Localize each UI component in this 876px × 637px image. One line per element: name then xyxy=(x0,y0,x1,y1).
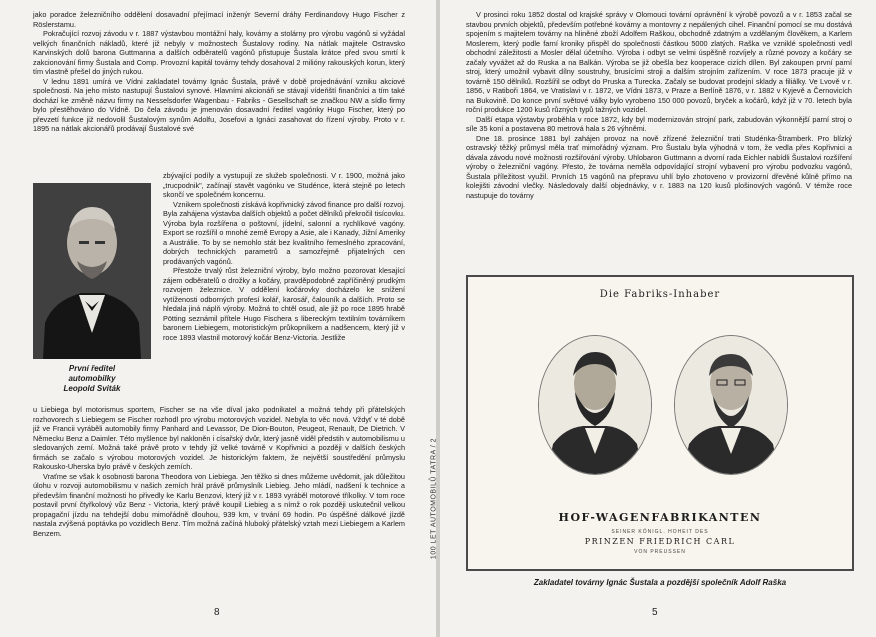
portrait-oval-right xyxy=(674,335,788,475)
caption-line: První ředitel xyxy=(68,364,116,373)
portrait-illustration xyxy=(33,183,151,359)
paragraph: V lednu 1891 umírá ve Vídni zakladatel továrny Ignác Šustala, právě v době projednávání vzniku akciové společnosti. Na jeho místo nastupují Šustalovi synové. Hlavními akcionáři se stávají vídeňští finančníci a tím také dochází ke změně názvu firmy na Nesselsdorfer Wagenbau - Fabriks - Gesellschaft se značkou NW a sídlo firmy bylo přestěhováno do Vídně. Do čela závodu je jmenován dosavadní ředitel vagónky Hugo Fischer, který po převzetí funkce již nedovolil Šustalovým synům Adolfu, Josefovi a Ignáci zasahovat do řízení výroby. Proto v r. 1895 na nátlak akcionářů prodávají Šustalové své xyxy=(33,76,405,133)
founder-portrait-right xyxy=(675,336,787,474)
engraving-subtitle: SEINER KÖNIGL. HOHEIT DES xyxy=(611,529,709,535)
left-text-bottom xyxy=(33,405,405,538)
engraving-title: Die Fabriks-Inhaber xyxy=(599,289,721,300)
paragraph: Dne 18. prosince 1881 byl zahájen provoz na nově zřízené železniční trati Studénka-Štramberk. Pro blízký ostravský těžký průmysl měla trať mimořádný význam. Pro Šustalu byla výhodná v tom, že vedla přes Kopřivnici a dávala závodu nové možnosti rozšiřování výroby. Uhlobaron Guttmann a dvorní rada Eichler nabídli Šustalovi rozšíření výroby o železniční vagóny. Přesto, že továrna neměla odpovídající strojní vybavení pro výrobu podvozku vagónů, Šustala příležitost využil. Prvních 15 vagónů na přepravu uhlí bylo zhotoveno v provizorní dřevěné kůlně přímo na kolejišti závodní vlečky. Následovaly další objednávky, v r. 1883 na 120 kusů plošinových vagónů. V témže roce nastupuje do továrny xyxy=(466,133,852,200)
portrait-caption xyxy=(33,364,151,394)
engraving-banner: HOF-WAGENFABRIKANTEN xyxy=(558,511,762,524)
caption-line: Leopold Sviták xyxy=(63,384,121,393)
paragraph: V prosinci roku 1852 dostal od krajské správy v Olomouci tovární oprávnění k výrobě povozů a v r. 1853 začal se stavbou prvních objektů, především potřebné kovárny a montovny z nepálených cihel. Finanční pomocí se mu dostává spojením s majitelem továrny na hliněné zboží Adolfem Raškou, obchodně zdatným a vzdělaným člověkem, a Karlem Moslerem, který podle farní kroniky přispěl do společnosti částkou 5000 zlatých. Raška ve vzniklé společnosti vedl obchodní záležitosti a Mosler dělal účetního. Výroba i odbyt se velmi úspěšně rozvíjely a různé povozy a kočáry se začaly vyvážet až do Ruska a na Balkán. Výroba se již obešla bez kooperace cizích dílen. Byl zakoupen první parní stroj, který umožnil vybavit dílny soustruhy, brusícími stroji a dalším strojním zařízením. V roce 1873 pracuje již v továrně 150 dělníků. Rozšířil se odbyt do Pruska a Turecka. Začaly se budovat prodejní sklady a filiálky. Ve Lvově v r. 1856, v Ratiboři 1864, ve Vratislavi v r. 1872, ve Vídni 1873, v Praze a Berlíně 1876, v r. 1882 v Kyjevě a Černovicích na Bukovině. Do konce první světové války bylo vyrobeno 150 000 povozů, bryček a kočárů, když již v 70. letech byla roční produkce 1200 kusů různých typů tažných vozidel. xyxy=(466,10,852,114)
right-text-top xyxy=(466,10,852,200)
portrait-oval-left xyxy=(538,335,652,475)
left-text-column xyxy=(163,171,405,342)
page-number-left: 8 xyxy=(214,607,220,618)
paragraph: u Liebiega byl motorismus sportem, Fischer se na vše díval jako podnikatel a možná tehdy při přátelských rozhovorech s Liebiegem se Fischer rozhodl pro výrobu motorových vozidel. Nebyla to věc nová. Vždyť v té době již ve Francii vyráběli automobily firmy Panhard and Levassor, De Dion-Bouton, Peugeot, Renault, De Dietrich. V Německu Benz a Daimler. Této myšlence byl nakloněn i císařský dvůr, který jasně viděl předstih v automobilismu u sledovaných zemí. Možná také právě proto v tehdy již velké továrně v Kopřivnici a později v dalších českých firmách se začalo s výrobou motorových vozidel. Je historickým faktem, že největší soustředění průmyslu Rakousko-Uherska bylo právě v českých zemích. xyxy=(33,405,405,471)
left-text-top xyxy=(33,10,405,134)
paragraph: jako poradce železničního oddělení dosavadní přejímací inženýr Severní dráhy Ferdinandovy Hugo Fischer z Röslerstamu. xyxy=(33,10,405,29)
founder-portrait-left xyxy=(539,336,651,474)
paragraph: Další etapa výstavby proběhla v roce 1872, kdy byl modernizován strojní park, zabudován výkonnější parní stroj o síle 35 koní a postavena 80 metrová hala s 26 výhněmi. xyxy=(466,114,852,133)
page-number-right: 5 xyxy=(652,607,658,618)
spine-text: 100 LET AUTOMOBILŮ TATRA / 2 xyxy=(430,437,438,560)
paragraph: Pokračující rozvoj závodu v r. 1887 výstavbou montážní haly, kovárny a stolárny pro výrobu vagónů si vyžádal velkých finančních nákladů, které již nebyly v možnostech Šustalovy rodiny. Na nátlak majitele Ostravsko Karvinských dolů barona Guttmanna a dalších odběratelů vagónů přistupuje Šustala krátce před svou smrtí k zakcionování firmy Šustala and Comp. Provozní kapitál továrny tehdy dosahoval 2 milióny rakouských korun, který tím vlastně přešel do jiných rukou. xyxy=(33,29,405,76)
engraving-subtitle: PRINZEN FRIEDRICH CARL xyxy=(584,537,736,546)
spine-label xyxy=(424,400,438,610)
paragraph: zbývající podíly a vystupují ze služeb společnosti. V r. 1900, možná jako „trucpodnik", začínají stavět vagónku ve Studénce, která stejně po letech skončí ve společném koncernu. xyxy=(163,171,405,199)
engraving-caption: Zakladatel továrny Ignác Šustala a pozdější společník Adolf Raška xyxy=(533,578,787,587)
engraving-subtitle: VON PREUSSEN xyxy=(634,549,686,555)
director-portrait-photo xyxy=(33,183,151,359)
founders-engraving xyxy=(466,275,854,571)
paragraph: Přestože trvalý růst železniční výroby, bylo možno pozorovat klesající zájem odběratelů o drožky a kočáry, pravděpodobně zapříčiněný prudkým rozvojem železnice. V oddělení kočárovky docházelo ke snížení vytíženosti odborných profesí kolář, karosář, čalouník a dalších. Proto se hledala jiná náplň výroby. Možná to chtěl osud, ale již po roce 1895 hrabě Pötting seznámil přítele Hugo Fischera s libereckým textilním továrníkem baronem Liebiegem, motoristickým průkopníkem a nadšencem, který již v roce 1893 vlastnil motorový kočár Benz-Victoria. Jestliže xyxy=(163,266,405,342)
paragraph: Vznikem společnosti získává kopřivnický závod finance pro další rozvoj. Byla zahájena výstavba dalších objektů a počet dělníků překročil tisícovku. Výroba byla rozšířena o poštovní, jídelní, salonní a rychlíkové vagóny. Export se rozšířil o mnohé země Evropy a Asie, ale i Kanady, Jižní Ameriky a Austrálie. To by se nemohlo stát bez kvalitního řemeslného zpracování, dobrých technických parametrů a samozřejmě přijatelných cen prodávaných vagónů. xyxy=(163,199,405,266)
paragraph: Vraťme se však k osobnosti barona Theodora von Liebiega. Jen těžko si dnes můžeme uvědomit, jak důležitou úlohu v rozvoji automobilismu v našich zemích hrál právě průmyslník Liebieg. Jeho mládí, nadšení k technice a především finanční možnosti ho přivedly ke Karlu Benzovi, který již v r. 1893 vyráběl motorové tříkolky. V tom roce postavil první čtyřkolový vůz Benz - Victoria, který právě koupil Liebieg a s nímž o rok později uskutečnil velkou propagační jízdu na tehdejší dobu mimořádně dlouhou, 939 km, v trvání 69 hodin. Po úspěšné dálkové jízdě nastala zvýšená poptávka po vozidlech Benz. Tím možná začíná hluboký přátelský vztah mezi Liebiegem a Karlem Benzem. xyxy=(33,471,405,538)
caption-line: automobilky xyxy=(68,374,116,383)
